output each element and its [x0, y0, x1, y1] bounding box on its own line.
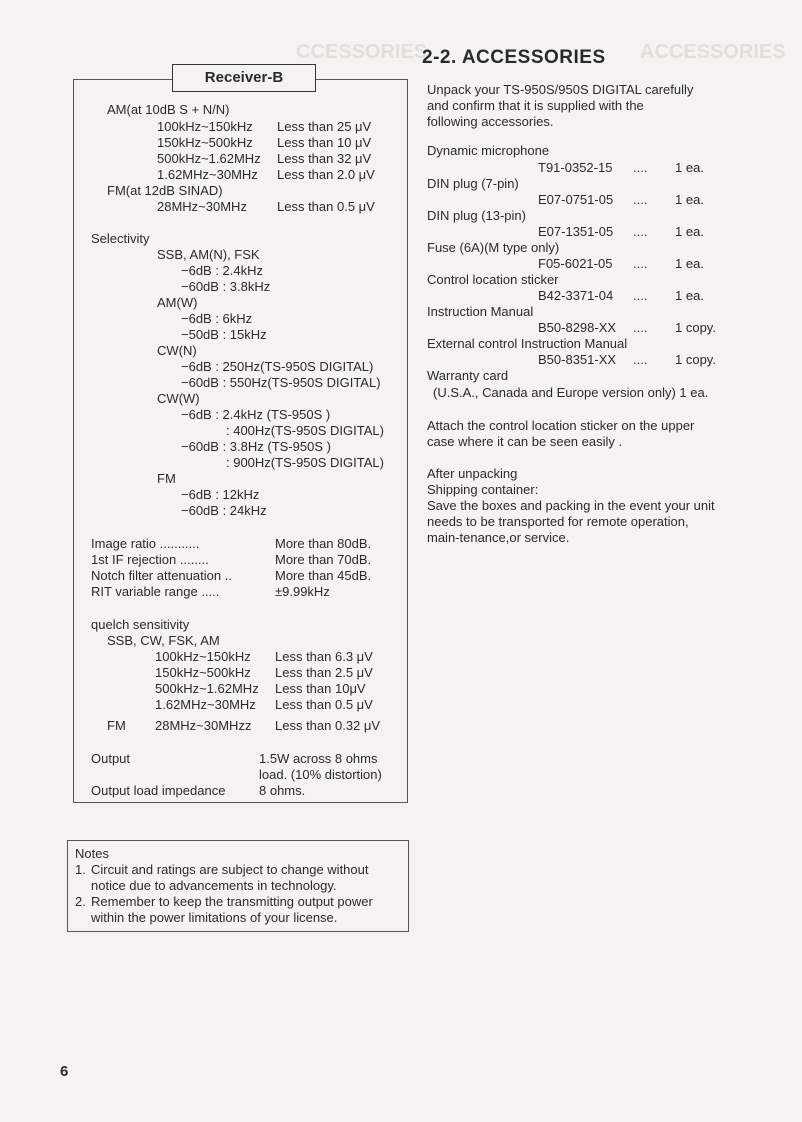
cww-row-2: : 400Hz(TS-950S DIGITAL)	[226, 423, 384, 438]
attach-line-1: Attach the control location sticker on the upper	[427, 418, 695, 433]
ssb-row-1: −6dB : 2.4kHz	[181, 263, 264, 278]
item-7-part: B50-8351-XX	[538, 352, 617, 367]
amw-row-1: −6dB : 6kHz	[181, 311, 253, 326]
note-2-line-1: Remember to keep the transmitting output power	[91, 894, 373, 909]
notes-title: Notes	[75, 846, 109, 861]
item-3-qty: 1 ea.	[675, 224, 704, 239]
output-label: Output	[91, 751, 131, 766]
sq-range-4: 1.62MHz~30MHz	[155, 697, 256, 712]
item-6-part: B50-8298-XX	[538, 320, 617, 335]
item-5-dots: ....	[633, 288, 648, 303]
accessories-heading: 2-2. ACCESSORIES	[422, 47, 606, 68]
save-line-1: Save the boxes and packing in the event your unit	[427, 498, 715, 513]
sq-range-1: 100kHz~150kHz	[155, 649, 251, 664]
item-3-name: DIN plug (13-pin)	[427, 208, 526, 223]
notch-label: Notch filter attenuation ..	[91, 568, 232, 583]
rit-label: RIT variable range .....	[91, 584, 220, 599]
am-value-4: Less than 2.0 μV	[277, 167, 375, 182]
ssb-row-2: −60dB : 3.8kHz	[181, 279, 271, 294]
item-6-qty: 1 copy.	[675, 320, 716, 335]
if-rejection-value: More than 70dB.	[275, 552, 372, 567]
output-value-2: load. (10% distortion)	[259, 767, 382, 782]
if-rejection-label: 1st IF rejection ........	[91, 552, 209, 567]
item-1-qty: 1 ea.	[675, 160, 704, 175]
notch-value: More than 45dB.	[275, 568, 372, 583]
impedance-label: Output load impedance	[91, 783, 226, 798]
cwn-label: CW(N)	[157, 343, 197, 358]
rit-value: ±9.99kHz	[275, 584, 330, 599]
amw-label: AM(W)	[157, 295, 198, 310]
intro-line-3: following accessories.	[427, 114, 554, 129]
squelch-sub-label: SSB, CW, FSK, AM	[107, 633, 220, 648]
am-value-3: Less than 32 μV	[277, 151, 372, 166]
sel-fm-label: FM	[157, 471, 176, 486]
item-4-dots: ....	[633, 256, 648, 271]
am-range-3: 500kHz~1.62MHz	[157, 151, 261, 166]
squelch-label: quelch sensitivity	[91, 617, 190, 632]
item-2-qty: 1 ea.	[675, 192, 704, 207]
output-value-1: 1.5W across 8 ohms	[259, 751, 378, 766]
item-4-name: Fuse (6A)(M type only)	[427, 240, 560, 255]
fm-sensitivity-label: FM(at 12dB SINAD)	[107, 183, 223, 198]
note-1-num: 1.	[75, 862, 86, 877]
note-1-line-2: notice due to advancements in technology.	[91, 878, 337, 893]
item-1-part: T91-0352-15	[538, 160, 613, 175]
item-5-name: Control location sticker	[427, 272, 559, 287]
sq-value-3: Less than 10μV	[275, 681, 366, 696]
item-1-dots: ....	[633, 160, 648, 175]
shipping-container: Shipping container:	[427, 482, 539, 497]
cww-label: CW(W)	[157, 391, 200, 406]
am-range-1: 100kHz~150kHz	[157, 119, 253, 134]
warranty-detail: (U.S.A., Canada and Europe version only) 1 ea.	[433, 385, 709, 400]
item-4-qty: 1 ea.	[675, 256, 704, 271]
image-ratio-label: Image ratio ...........	[91, 536, 200, 551]
sq-range-3: 500kHz~1.62MHz	[155, 681, 259, 696]
item-5-part: B42-3371-04	[538, 288, 614, 303]
selectivity-label: Selectivity	[91, 231, 150, 246]
image-ratio-value: More than 80dB.	[275, 536, 372, 551]
cww-row-3: −60dB : 3.8Hz (TS-950S )	[181, 439, 331, 454]
after-unpacking: After unpacking	[427, 466, 518, 481]
note-2-num: 2.	[75, 894, 86, 909]
warranty-label: Warranty card	[427, 368, 509, 383]
am-value-1: Less than 25 μV	[277, 119, 372, 134]
cww-row-4: : 900Hz(TS-950S DIGITAL)	[226, 455, 384, 470]
sq-value-2: Less than 2.5 μV	[275, 665, 373, 680]
item-2-name: DIN plug (7-pin)	[427, 176, 519, 191]
item-3-part: E07-1351-05	[538, 224, 614, 239]
item-4-part: F05-6021-05	[538, 256, 613, 271]
save-line-2: needs to be transported for remote operation,	[427, 514, 689, 529]
item-3-dots: ....	[633, 224, 648, 239]
note-1-line-1: Circuit and ratings are subject to change without	[91, 862, 369, 877]
item-6-dots: ....	[633, 320, 648, 335]
cwn-row-2: −60dB : 550Hz(TS-950S DIGITAL)	[181, 375, 381, 390]
save-line-3: main-tenance,or service.	[427, 530, 570, 545]
sq-value-4: Less than 0.5 μV	[275, 697, 373, 712]
intro-line-1: Unpack your TS-950S/950S DIGITAL carefully	[427, 82, 694, 97]
attach-line-2: case where it can be seen easily .	[427, 434, 623, 449]
page-number: 6	[60, 1063, 69, 1080]
item-7-dots: ....	[633, 352, 648, 367]
item-5-qty: 1 ea.	[675, 288, 704, 303]
item-2-part: E07-0751-05	[538, 192, 614, 207]
impedance-value: 8 ohms.	[259, 783, 306, 798]
intro-line-2: and confirm that it is supplied with the	[427, 98, 644, 113]
note-2-line-2: within the power limitations of your license.	[91, 910, 338, 925]
sq-range-2: 150kHz~500kHz	[155, 665, 251, 680]
amw-row-2: −50dB : 15kHz	[181, 327, 267, 342]
sq-fm-label: FM	[107, 718, 126, 733]
sel-fm-row-1: −6dB : 12kHz	[181, 487, 260, 502]
item-6-name: Instruction Manual	[427, 304, 534, 319]
am-range-4: 1.62MHz~30MHz	[157, 167, 258, 182]
sq-value-1: Less than 6.3 μV	[275, 649, 373, 664]
cww-row-1: −6dB : 2.4kHz (TS-950S )	[181, 407, 331, 422]
cwn-row-1: −6dB : 250Hz(TS-950S DIGITAL)	[181, 359, 374, 374]
am-value-2: Less than 10 μV	[277, 135, 372, 150]
ssb-label: SSB, AM(N), FSK	[157, 247, 260, 262]
sq-fm-value: Less than 0.32 μV	[275, 718, 381, 733]
item-2-dots: ....	[633, 192, 648, 207]
sq-fm-range: 28MHz~30MHzz	[155, 718, 252, 733]
receiver-b-title: Receiver-B	[172, 64, 316, 92]
fm-value: Less than 0.5 μV	[277, 199, 375, 214]
am-sensitivity-label: AM(at 10dB S + N/N)	[107, 102, 230, 117]
item-7-qty: 1 copy.	[675, 352, 716, 367]
am-range-2: 150kHz~500kHz	[157, 135, 253, 150]
sel-fm-row-2: −60dB : 24kHz	[181, 503, 267, 518]
fm-range: 28MHz~30MHz	[157, 199, 247, 214]
item-7-name: External control Instruction Manual	[427, 336, 628, 351]
item-1-name: Dynamic microphone	[427, 143, 550, 158]
